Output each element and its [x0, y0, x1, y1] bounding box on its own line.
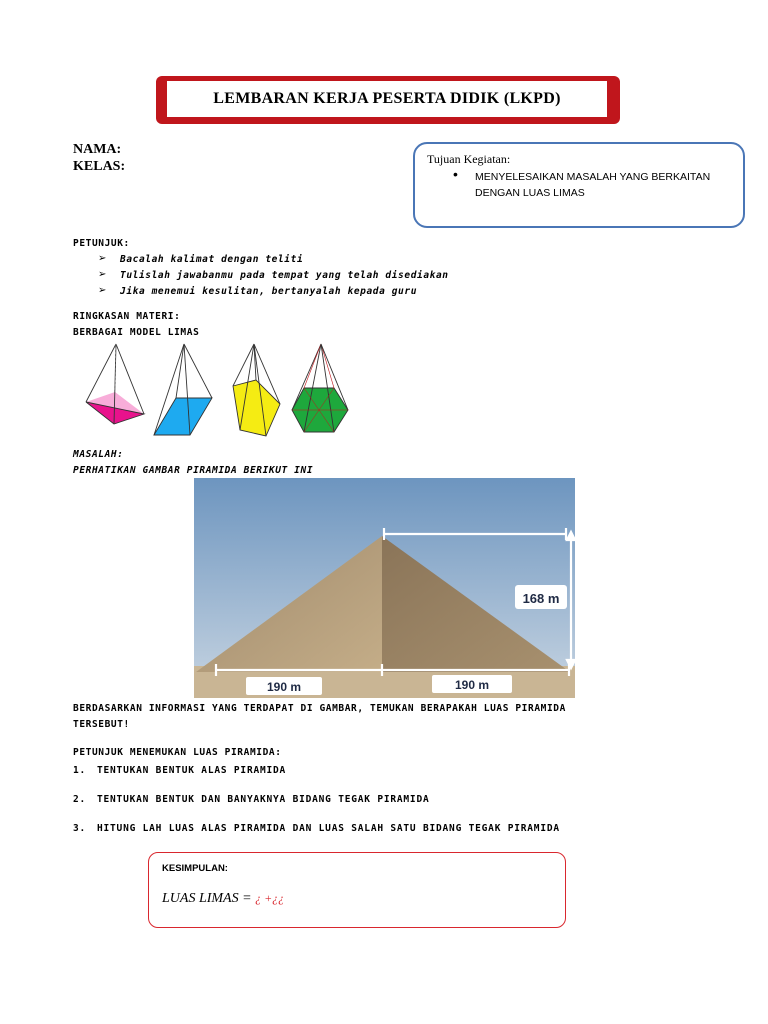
masalah-heading: MASALAH: [73, 449, 124, 460]
petunjuk-item: Jika menemui kesulitan, bertanyalah kepada guru [120, 286, 418, 297]
base-left-label: 190 m [266, 680, 302, 694]
arrow-bullet-icon: ➢ [98, 253, 107, 264]
goal-box [413, 142, 745, 228]
guide-heading: PETUNJUK MENEMUKAN LUAS PIRAMIDA: [73, 747, 282, 758]
square-pyramid-model [154, 344, 212, 435]
goal-title: Tujuan Kegiatan: [427, 152, 511, 166]
guide-step-number: 1. [73, 765, 87, 776]
goal-item: MENYELESAIKAN MASALAH YANG BERKAITAN DENGAN LUAS LIMAS [475, 171, 711, 199]
guide-step-text: TENTUKAN BENTUK DAN BANYAKNYA BIDANG TEGAK PIRAMIDA [97, 794, 430, 805]
formula-symbols: ¿ +¿¿ [255, 891, 285, 905]
conclusion-label: KESIMPULAN: [162, 863, 228, 874]
guide-step-text: HITUNG LAH LUAS ALAS PIRAMIDA DAN LUAS SALAH SATU BIDANG TEGAK PIRAMIDA [97, 823, 560, 834]
pentagonal-pyramid-model [233, 344, 280, 436]
conclusion-formula [162, 891, 284, 907]
guide-step-text: TENTUKAN BENTUK ALAS PIRAMIDA [97, 765, 287, 776]
guide-step-number: 2. [73, 794, 87, 805]
pyramid-photo [194, 478, 575, 698]
formula-equals: = [242, 891, 252, 906]
arrow-bullet-icon: ➢ [98, 269, 107, 280]
masalah-subheading: PERHATIKAN GAMBAR PIRAMIDA BERIKUT INI [73, 465, 314, 476]
question-line-1: BERDASARKAN INFORMASI YANG TERDAPAT DI GAMBAR, TEMUKAN BERAPAKAH LUAS PIRAMIDA [73, 703, 566, 714]
ringkasan-subheading: BERBAGAI MODEL LIMAS [73, 327, 200, 338]
height-label: 168 m [522, 591, 560, 606]
hexagonal-pyramid-model [292, 344, 348, 432]
petunjuk-item: Tulislah jawabanmu pada tempat yang telah disediakan [120, 270, 449, 281]
title-banner [166, 80, 608, 118]
bullet-icon: • [453, 166, 458, 182]
conclusion-box [148, 852, 566, 928]
arrow-bullet-icon: ➢ [98, 285, 107, 296]
triangular-pyramid-model [86, 344, 144, 424]
base-right-label: 190 m [454, 678, 490, 692]
page-title: LEMBARAN KERJA PESERTA DIDIK (LKPD) [213, 90, 561, 107]
ringkasan-heading: RINGKASAN MATERI: [73, 311, 181, 322]
petunjuk-item: Bacalah kalimat dengan teliti [120, 254, 304, 265]
guide-step-number: 3. [73, 823, 87, 834]
pyramid-models-illustration [78, 342, 368, 440]
petunjuk-heading: PETUNJUK: [73, 238, 130, 249]
nama-label: NAMA: [73, 142, 122, 157]
formula-text: LUAS LIMAS [162, 891, 239, 906]
question-line-2: TERSEBUT! [73, 719, 130, 730]
kelas-label: KELAS: [73, 159, 126, 174]
